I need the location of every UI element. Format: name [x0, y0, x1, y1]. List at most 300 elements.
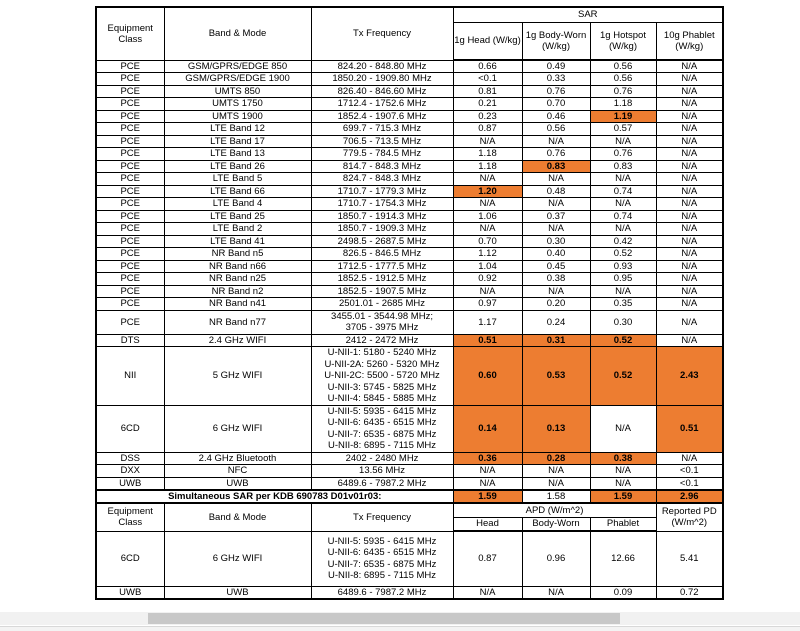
band-mode-cell: NR Band n66 [164, 260, 311, 273]
value-cell: 0.96 [522, 531, 590, 586]
sar-row [96, 260, 723, 273]
frequency-line: 826.5 - 846.5 MHz [342, 248, 422, 259]
value-cell: N/A [656, 210, 723, 223]
header-sub-cell: Body-Worn [522, 517, 590, 531]
value-cell: 1.18 [453, 148, 522, 161]
band-mode-cell: NR Band n5 [164, 248, 311, 261]
frequency-line: 1850.7 - 1914.3 MHz [337, 210, 427, 222]
header-equipment-class: Equipment Class [96, 7, 164, 60]
header-sub-cell: 1g Body-Worn (W/kg) [522, 22, 590, 60]
header-tx-frequency: Tx Frequency [311, 7, 453, 60]
frequency-line: U-NII-3: 5745 - 5825 MHz [327, 381, 437, 393]
tx-frequency-cell [311, 223, 453, 236]
tx-frequency-cell [311, 235, 453, 248]
sar-row [96, 60, 723, 73]
value-cell: N/A [656, 285, 723, 298]
value-cell: 1.58 [522, 490, 590, 503]
value-cell: 1.19 [590, 110, 656, 123]
frequency-line: U-NII-4: 5845 - 5885 MHz [327, 393, 437, 404]
frequency-line: 824.7 - 848.3 MHz [342, 173, 422, 184]
band-mode-cell: 6 GHz WIFI [164, 405, 311, 452]
value-cell: 1.59 [453, 490, 522, 503]
value-cell: N/A [590, 135, 656, 148]
equipment-class-cell: PCE [96, 223, 164, 236]
tx-frequency-cell [311, 310, 453, 334]
tx-frequency-cell [311, 98, 453, 111]
band-mode-cell: NFC [164, 465, 311, 478]
value-cell: 0.57 [590, 123, 656, 136]
band-mode-cell: LTE Band 4 [164, 198, 311, 211]
value-cell: N/A [522, 465, 590, 478]
value-cell: N/A [453, 198, 522, 211]
frequency-line: U-NII-1: 5180 - 5240 MHz [327, 347, 437, 358]
value-cell: 0.24 [522, 310, 590, 334]
equipment-class-cell: DTS [96, 334, 164, 347]
band-mode-cell: LTE Band 41 [164, 235, 311, 248]
value-cell: 0.60 [453, 347, 522, 406]
frequency-line: 2501.01 - 2685 MHz [338, 298, 426, 309]
frequency-line: 1850.7 - 1909.3 MHz [337, 223, 427, 234]
equipment-class-cell: PCE [96, 173, 164, 186]
band-mode-cell: 2.4 GHz Bluetooth [164, 452, 311, 465]
tx-frequency-cell [311, 85, 453, 98]
equipment-class-cell: PCE [96, 310, 164, 334]
band-mode-cell: UMTS 1750 [164, 98, 311, 111]
equipment-class-cell: PCE [96, 185, 164, 198]
band-mode-cell: LTE Band 12 [164, 123, 311, 136]
value-cell: N/A [522, 198, 590, 211]
value-cell: 1.18 [590, 98, 656, 111]
value-cell: 0.56 [590, 60, 656, 73]
tx-frequency-cell [311, 73, 453, 86]
band-mode-cell: GSM/GPRS/EDGE 1900 [164, 73, 311, 86]
value-cell: N/A [522, 285, 590, 298]
value-cell: N/A [656, 452, 723, 465]
value-cell: 0.09 [590, 586, 656, 599]
equipment-class-cell: PCE [96, 210, 164, 223]
value-cell: 0.76 [522, 85, 590, 98]
equipment-class-cell: PCE [96, 285, 164, 298]
value-cell: N/A [656, 298, 723, 311]
frequency-line: 1712.4 - 1752.6 MHz [337, 98, 427, 109]
sar-row [96, 347, 723, 406]
value-cell: N/A [453, 465, 522, 478]
value-cell: 0.74 [590, 185, 656, 198]
value-cell: 0.56 [522, 123, 590, 136]
tx-frequency-cell [311, 110, 453, 123]
value-cell: N/A [656, 60, 723, 73]
sar-row [96, 235, 723, 248]
equipment-class-cell: PCE [96, 260, 164, 273]
band-mode-cell: 2.4 GHz WIFI [164, 334, 311, 347]
equipment-class-cell: 6CD [96, 531, 164, 586]
tx-frequency-cell [311, 298, 453, 311]
sar-row [96, 248, 723, 261]
band-mode-cell: LTE Band 5 [164, 173, 311, 186]
equipment-class-cell: PCE [96, 73, 164, 86]
frequency-line: 1710.7 - 1754.3 MHz [337, 198, 427, 209]
band-mode-cell: 6 GHz WIFI [164, 531, 311, 586]
value-cell: N/A [656, 123, 723, 136]
header-sub-cell: 10g Phablet (W/kg) [656, 22, 723, 60]
value-cell: N/A [453, 223, 522, 236]
equipment-class-cell: PCE [96, 123, 164, 136]
sar-row [96, 298, 723, 311]
band-mode-cell: NR Band n2 [164, 285, 311, 298]
equipment-class-cell: PCE [96, 198, 164, 211]
header-equipment-class-2: Equipment Class [96, 503, 164, 531]
value-cell: 0.38 [522, 273, 590, 286]
value-cell: 0.66 [453, 60, 522, 73]
tx-frequency-cell [311, 586, 453, 599]
frequency-line: 814.7 - 848.3 MHz [342, 160, 422, 172]
value-cell: 2.96 [656, 490, 723, 503]
tx-frequency-cell [311, 260, 453, 273]
value-cell: 0.52 [590, 248, 656, 261]
value-cell: 0.46 [522, 110, 590, 123]
value-cell: 0.76 [590, 148, 656, 161]
equipment-class-cell: 6CD [96, 405, 164, 452]
equipment-class-cell: PCE [96, 298, 164, 311]
frequency-line: U-NII-7: 6535 - 6875 MHz [327, 428, 437, 440]
equipment-class-cell: PCE [96, 98, 164, 111]
value-cell: <0.1 [656, 477, 723, 490]
frequency-line: U-NII-2C: 5500 - 5720 MHz [324, 370, 440, 381]
frequency-line: 1852.4 - 1907.6 MHz [337, 110, 427, 122]
value-cell: N/A [453, 135, 522, 148]
frequency-line: U-NII-8: 6895 - 7115 MHz [327, 440, 437, 451]
sar-row [96, 148, 723, 161]
sar-row [96, 110, 723, 123]
value-cell: N/A [656, 173, 723, 186]
value-cell: N/A [590, 173, 656, 186]
value-cell: 0.20 [522, 298, 590, 311]
band-mode-cell: LTE Band 17 [164, 135, 311, 148]
equipment-class-cell: UWB [96, 586, 164, 599]
value-cell: N/A [656, 73, 723, 86]
value-cell: 0.23 [453, 110, 522, 123]
sar-row [96, 210, 723, 223]
value-cell: N/A [656, 310, 723, 334]
band-mode-cell: LTE Band 66 [164, 185, 311, 198]
value-cell: 1.12 [453, 248, 522, 261]
frequency-line: 2412 - 2472 MHz [345, 334, 419, 346]
equipment-class-cell: DXX [96, 465, 164, 478]
value-cell: 0.45 [522, 260, 590, 273]
tx-frequency-cell [311, 452, 453, 465]
value-cell: N/A [656, 334, 723, 347]
value-cell: 0.30 [522, 235, 590, 248]
value-cell: 0.31 [522, 334, 590, 347]
frequency-line: U-NII-2A: 5260 - 5320 MHz [324, 358, 440, 370]
band-mode-cell: UWB [164, 477, 311, 490]
sar-row [96, 477, 723, 490]
value-cell: N/A [656, 110, 723, 123]
value-cell: 0.52 [590, 334, 656, 347]
value-cell: 0.51 [656, 405, 723, 452]
header-sar-group: SAR [453, 7, 723, 22]
value-cell: 0.83 [522, 160, 590, 173]
value-cell: 0.37 [522, 210, 590, 223]
tx-frequency-cell [311, 123, 453, 136]
value-cell: N/A [656, 198, 723, 211]
value-cell: 5.41 [656, 531, 723, 586]
horizontal-scrollbar-track[interactable] [0, 612, 800, 625]
value-cell: N/A [590, 477, 656, 490]
band-mode-cell: LTE Band 25 [164, 210, 311, 223]
tx-frequency-cell [311, 248, 453, 261]
value-cell: 0.76 [522, 148, 590, 161]
frequency-line: 6489.6 - 7987.2 MHz [337, 586, 427, 598]
value-cell: 0.97 [453, 298, 522, 311]
sar-row [96, 98, 723, 111]
sar-table-header [96, 7, 723, 60]
header-row-apd-group [96, 503, 723, 517]
frequency-line: 2498.5 - 2687.5 MHz [337, 235, 427, 247]
header-tx-frequency-2: Tx Frequency [311, 503, 453, 531]
tx-frequency-cell [311, 148, 453, 161]
band-mode-cell: 5 GHz WIFI [164, 347, 311, 406]
sar-table-body [96, 60, 723, 490]
frequency-line: 699.7 - 715.3 MHz [342, 123, 422, 134]
header-sub-cell: 1g Hotspot (W/kg) [590, 22, 656, 60]
value-cell: N/A [590, 223, 656, 236]
value-cell: 0.95 [590, 273, 656, 286]
value-cell: 0.42 [590, 235, 656, 248]
tx-frequency-cell [311, 273, 453, 286]
value-cell: 0.51 [453, 334, 522, 347]
value-cell: 0.28 [522, 452, 590, 465]
value-cell: N/A [656, 223, 723, 236]
value-cell: 2.43 [656, 347, 723, 406]
sar-row [96, 285, 723, 298]
frequency-line: 3705 - 3975 MHz [345, 322, 419, 333]
value-cell: 0.40 [522, 248, 590, 261]
band-mode-cell: GSM/GPRS/EDGE 850 [164, 60, 311, 73]
header-sub-cell: Head [453, 517, 522, 531]
frequency-line: U-NII-8: 6895 - 7115 MHz [327, 570, 437, 581]
value-cell: N/A [656, 235, 723, 248]
equipment-class-cell: DSS [96, 452, 164, 465]
band-mode-cell: NR Band n41 [164, 298, 311, 311]
horizontal-scrollbar-thumb[interactable] [148, 613, 620, 624]
value-cell: 0.76 [590, 85, 656, 98]
value-cell: 0.33 [522, 73, 590, 86]
value-cell: N/A [656, 135, 723, 148]
sar-row [96, 310, 723, 334]
frequency-line: U-NII-7: 6535 - 6875 MHz [327, 558, 437, 570]
equipment-class-cell: PCE [96, 148, 164, 161]
band-mode-cell: LTE Band 26 [164, 160, 311, 173]
sar-row [96, 273, 723, 286]
value-cell: 1.20 [453, 185, 522, 198]
header-band-mode-2: Band & Mode [164, 503, 311, 531]
tx-frequency-cell [311, 285, 453, 298]
value-cell: 0.74 [590, 210, 656, 223]
frequency-line: U-NII-6: 6435 - 6515 MHz [327, 417, 437, 428]
frequency-line: 1850.20 - 1909.80 MHz [332, 73, 432, 84]
apd-table-header [96, 503, 723, 531]
header-sub-cell: Phablet [590, 517, 656, 531]
frequency-line: 2402 - 2480 MHz [345, 452, 419, 464]
sar-row [96, 334, 723, 347]
equipment-class-cell: PCE [96, 160, 164, 173]
header-reported-pd: Reported PD (W/m^2) [656, 503, 723, 531]
value-cell: 0.38 [590, 452, 656, 465]
tx-frequency-cell [311, 160, 453, 173]
frequency-line: 779.5 - 784.5 MHz [342, 148, 422, 159]
tx-frequency-cell [311, 135, 453, 148]
header-sub-cell: 1g Head (W/kg) [453, 22, 522, 60]
frequency-line: 1710.7 - 1779.3 MHz [337, 185, 427, 197]
value-cell: 1.04 [453, 260, 522, 273]
sar-row [96, 123, 723, 136]
value-cell: <0.1 [656, 465, 723, 478]
value-cell: N/A [453, 586, 522, 599]
sar-row [96, 223, 723, 236]
sar-row [96, 73, 723, 86]
band-mode-cell: NR Band n25 [164, 273, 311, 286]
value-cell: N/A [453, 173, 522, 186]
simultaneous-sar-label: Simultaneous SAR per KDB 690783 D01v01r03: [96, 490, 453, 503]
tx-frequency-cell [311, 198, 453, 211]
value-cell: N/A [656, 98, 723, 111]
value-cell: N/A [522, 586, 590, 599]
value-cell: 0.70 [522, 98, 590, 111]
value-cell: N/A [656, 185, 723, 198]
value-cell: 1.18 [453, 160, 522, 173]
frequency-line: 6489.6 - 7987.2 MHz [337, 477, 427, 489]
frequency-line: 706.5 - 713.5 MHz [342, 135, 422, 147]
band-mode-cell: LTE Band 2 [164, 223, 311, 236]
frequency-line: 13.56 MHz [359, 465, 405, 476]
value-cell: 0.53 [522, 347, 590, 406]
band-mode-cell: LTE Band 13 [164, 148, 311, 161]
apd-row [96, 586, 723, 599]
value-cell: N/A [590, 198, 656, 211]
tx-frequency-cell [311, 405, 453, 452]
equipment-class-cell: PCE [96, 235, 164, 248]
equipment-class-cell: NII [96, 347, 164, 406]
window-bottom-bar [0, 626, 800, 631]
sar-row [96, 452, 723, 465]
value-cell: 12.66 [590, 531, 656, 586]
sar-row [96, 173, 723, 186]
frequency-line: 826.40 - 846.60 MHz [337, 85, 427, 97]
frequency-line: U-NII-6: 6435 - 6515 MHz [327, 547, 437, 558]
value-cell: 0.92 [453, 273, 522, 286]
value-cell: 1.59 [590, 490, 656, 503]
frequency-line: 824.20 - 848.80 MHz [337, 60, 427, 72]
value-cell: N/A [522, 223, 590, 236]
value-cell: 0.13 [522, 405, 590, 452]
value-cell: 0.35 [590, 298, 656, 311]
tx-frequency-cell [311, 465, 453, 478]
sar-row [96, 135, 723, 148]
equipment-class-cell: UWB [96, 477, 164, 490]
tx-frequency-cell [311, 477, 453, 490]
value-cell: N/A [656, 148, 723, 161]
sar-row [96, 405, 723, 452]
equipment-class-cell: PCE [96, 135, 164, 148]
band-mode-cell: NR Band n77 [164, 310, 311, 334]
value-cell: N/A [656, 248, 723, 261]
frequency-line: 1852.5 - 1907.5 MHz [337, 285, 427, 297]
apd-table-body [96, 531, 723, 599]
simultaneous-sar-section [96, 490, 723, 503]
value-cell: N/A [522, 477, 590, 490]
equipment-class-cell: PCE [96, 248, 164, 261]
value-cell: N/A [590, 405, 656, 452]
value-cell: 0.87 [453, 531, 522, 586]
tx-frequency-cell [311, 531, 453, 586]
value-cell: 1.17 [453, 310, 522, 334]
tx-frequency-cell [311, 185, 453, 198]
sar-row [96, 198, 723, 211]
value-cell: 0.93 [590, 260, 656, 273]
header-row-group [96, 7, 723, 22]
value-cell: 0.56 [590, 73, 656, 86]
value-cell: 0.70 [453, 235, 522, 248]
band-mode-cell: UMTS 850 [164, 85, 311, 98]
tx-frequency-cell [311, 60, 453, 73]
value-cell: 0.81 [453, 85, 522, 98]
value-cell: N/A [453, 285, 522, 298]
value-cell: 0.21 [453, 98, 522, 111]
value-cell: 0.36 [453, 452, 522, 465]
value-cell: 0.52 [590, 347, 656, 406]
value-cell: 0.72 [656, 586, 723, 599]
value-cell: N/A [656, 273, 723, 286]
frequency-line: 1852.5 - 1912.5 MHz [337, 273, 427, 284]
value-cell: 1.06 [453, 210, 522, 223]
value-cell: <0.1 [453, 73, 522, 86]
value-cell: 0.49 [522, 60, 590, 73]
tx-frequency-cell [311, 334, 453, 347]
apd-row [96, 531, 723, 586]
frequency-line: U-NII-5: 5935 - 6415 MHz [327, 535, 437, 547]
equipment-class-cell: PCE [96, 110, 164, 123]
frequency-line: 3455.01 - 3544.98 MHz; [331, 310, 433, 322]
sar-row [96, 85, 723, 98]
value-cell: 0.83 [590, 160, 656, 173]
band-mode-cell: UWB [164, 586, 311, 599]
equipment-class-cell: PCE [96, 60, 164, 73]
value-cell: N/A [656, 160, 723, 173]
band-mode-cell: UMTS 1900 [164, 110, 311, 123]
header-band-mode: Band & Mode [164, 7, 311, 60]
equipment-class-cell: PCE [96, 85, 164, 98]
value-cell: N/A [590, 285, 656, 298]
frequency-line: U-NII-5: 5935 - 6415 MHz [327, 405, 437, 417]
tx-frequency-cell [311, 173, 453, 186]
value-cell: N/A [453, 477, 522, 490]
value-cell: 0.87 [453, 123, 522, 136]
frequency-line: 1712.5 - 1777.5 MHz [337, 260, 427, 272]
header-apd-group: APD (W/m^2) [453, 503, 656, 517]
simultaneous-sar-row [96, 490, 723, 503]
sar-row [96, 465, 723, 478]
value-cell: 0.48 [522, 185, 590, 198]
sar-row [96, 185, 723, 198]
value-cell: N/A [522, 173, 590, 186]
tx-frequency-cell [311, 347, 453, 406]
value-cell: N/A [656, 85, 723, 98]
equipment-class-cell: PCE [96, 273, 164, 286]
value-cell: N/A [522, 135, 590, 148]
sar-report-table [95, 6, 724, 600]
sar-row [96, 160, 723, 173]
